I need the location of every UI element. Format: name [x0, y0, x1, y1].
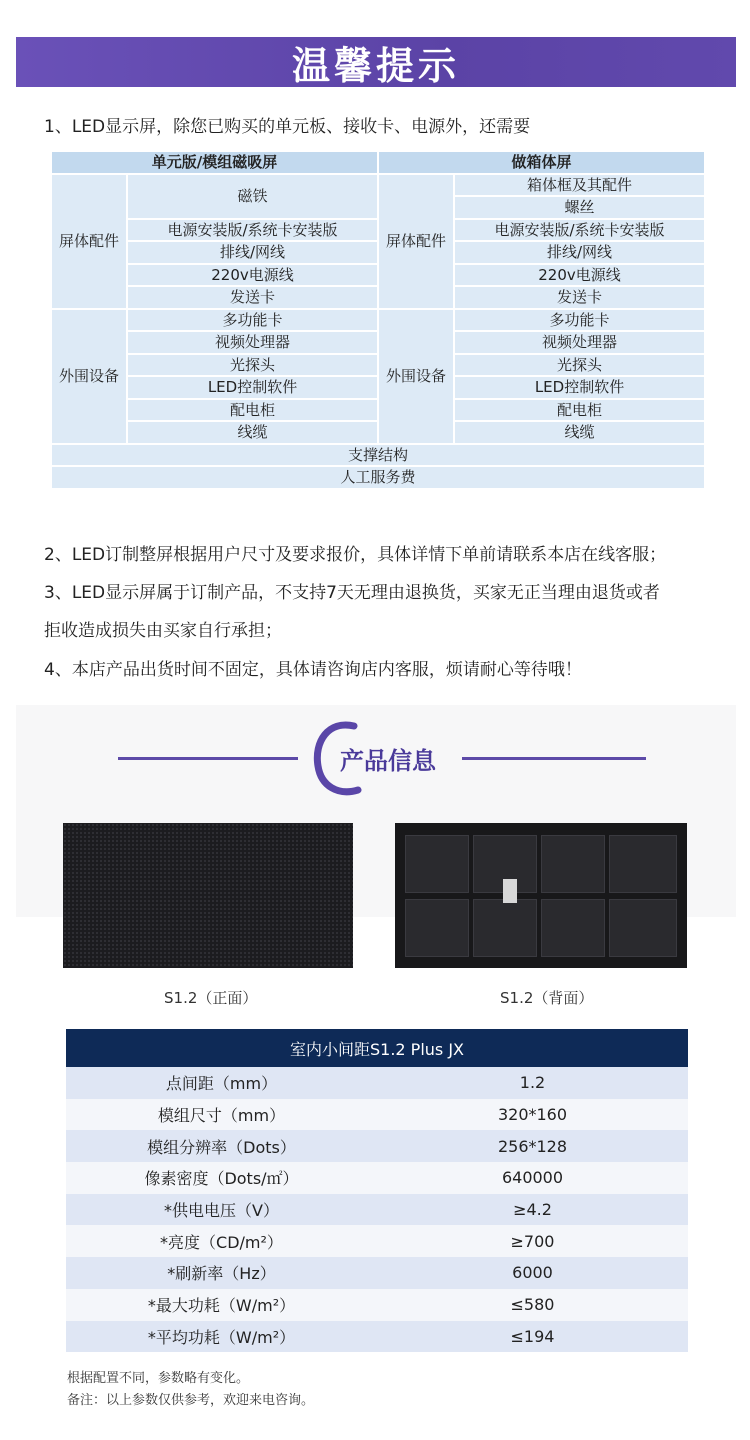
spec-value: ≤194 [377, 1321, 688, 1353]
req-cell: 发送卡 [454, 286, 705, 309]
req-cell: 线缆 [127, 421, 378, 444]
led-panel-front-image [63, 823, 353, 968]
footer-note-2: 备注：以上参数仅供参考，欢迎来电咨询。 [67, 1393, 315, 1408]
spec-label: *平均功耗（W/m²） [66, 1321, 377, 1353]
req-cell: 配电柜 [454, 399, 705, 422]
req-cell: 螺丝 [454, 196, 705, 219]
note-4: 4、本店产品出货时间不固定，具体请咨询店内客服，烦请耐心等待哦！ [44, 660, 582, 680]
req-footer-service: 人工服务费 [51, 466, 705, 489]
spec-value: 1.2 [377, 1067, 688, 1099]
spec-value: 256*128 [377, 1130, 688, 1162]
table-row [66, 1099, 688, 1131]
group-screen-parts-left: 屏体配件 [51, 174, 127, 309]
back-caption: S1.2（背面） [500, 989, 594, 1007]
table-row [66, 1321, 688, 1353]
table-row [66, 1162, 688, 1194]
req-cell: LED控制软件 [127, 376, 378, 399]
spec-value: 640000 [377, 1162, 688, 1194]
product-section-title: 产品信息 [340, 747, 436, 775]
req-cell: 排线/网线 [454, 241, 705, 264]
note-3b: 拒收造成损失由买家自行承担； [44, 621, 282, 641]
spec-title: 室内小间距S1.2 Plus JX [66, 1029, 688, 1067]
right-header: 做箱体屏 [378, 151, 705, 174]
group-peripherals-right: 外围设备 [378, 309, 454, 444]
spec-value: 6000 [377, 1257, 688, 1289]
req-cell: 视频处理器 [454, 331, 705, 354]
footer-note-1: 根据配置不同，参数略有变化。 [67, 1371, 250, 1386]
req-cell: 磁铁 [127, 174, 378, 219]
req-footer-support: 支撑结构 [51, 444, 705, 467]
spec-label: *亮度（CD/m²） [66, 1225, 377, 1257]
req-cell: 电源安装版/系统卡安装版 [127, 219, 378, 242]
requirements-table [50, 150, 706, 490]
req-cell: 220v电源线 [127, 264, 378, 287]
req-cell: 多功能卡 [454, 309, 705, 332]
spec-label: *刷新率（Hz） [66, 1257, 377, 1289]
req-cell: 线缆 [454, 421, 705, 444]
led-panel-back-image [395, 823, 687, 968]
req-cell: 光探头 [454, 354, 705, 377]
spec-value: ≥700 [377, 1225, 688, 1257]
group-peripherals-left: 外围设备 [51, 309, 127, 444]
front-caption: S1.2（正面） [164, 989, 258, 1007]
spec-label: 模组尺寸（mm） [66, 1099, 377, 1131]
spec-value: ≥4.2 [377, 1194, 688, 1226]
req-cell: 光探头 [127, 354, 378, 377]
table-row [66, 1257, 688, 1289]
req-cell: 发送卡 [127, 286, 378, 309]
req-cell: 视频处理器 [127, 331, 378, 354]
req-cell: 电源安装版/系统卡安装版 [454, 219, 705, 242]
table-row [66, 1194, 688, 1226]
spec-value: ≤580 [377, 1289, 688, 1321]
spec-label: *供电电压（V） [66, 1194, 377, 1226]
req-cell: 多功能卡 [127, 309, 378, 332]
title-line-right [462, 757, 646, 760]
banner-title: 温馨提示 [291, 43, 460, 88]
spec-label: *最大功耗（W/m²） [66, 1289, 377, 1321]
spec-label: 模组分辨率（Dots） [66, 1130, 377, 1162]
note-1: 1、LED显示屏，除您已购买的单元板、接收卡、电源外，还需要 [44, 117, 531, 137]
table-row [66, 1225, 688, 1257]
req-cell: 配电柜 [127, 399, 378, 422]
group-screen-parts-right: 屏体配件 [378, 174, 454, 309]
table-row [66, 1130, 688, 1162]
spec-label: 像素密度（Dots/㎡） [66, 1162, 377, 1194]
spec-label: 点间距（mm） [66, 1067, 377, 1099]
req-cell: LED控制软件 [454, 376, 705, 399]
spec-value: 320*160 [377, 1099, 688, 1131]
table-row [66, 1289, 688, 1321]
note-2: 2、LED订制整屏根据用户尺寸及要求报价，具体详情下单前请联系本店在线客服； [44, 545, 667, 565]
left-header: 单元版/模组磁吸屏 [51, 151, 378, 174]
title-line-left [118, 757, 298, 760]
req-cell: 箱体框及其配件 [454, 174, 705, 197]
spec-table [66, 1029, 688, 1352]
req-cell: 220v电源线 [454, 264, 705, 287]
tips-banner [16, 37, 736, 87]
table-row [66, 1067, 688, 1099]
note-3a: 3、LED显示屏属于订制产品，不支持7天无理由退换货，买家无正当理由退货或者 [44, 583, 660, 603]
req-cell: 排线/网线 [127, 241, 378, 264]
